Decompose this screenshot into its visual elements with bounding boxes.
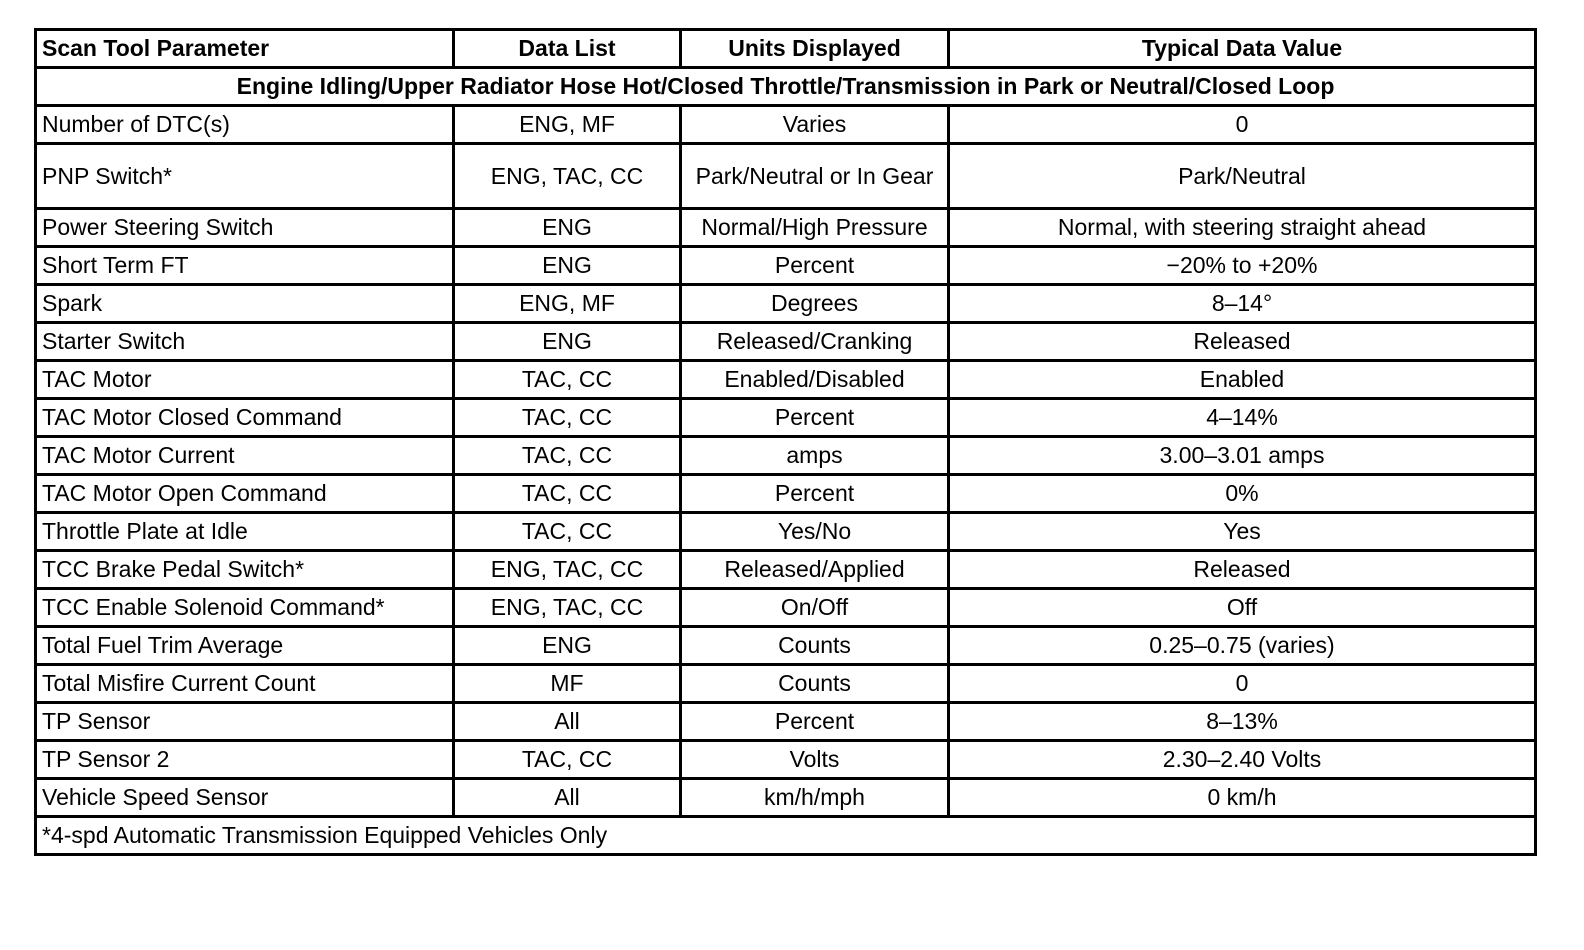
cell-typical-value: Enabled: [949, 361, 1536, 399]
cell-units: Normal/High Pressure: [681, 209, 949, 247]
cell-parameter: Total Fuel Trim Average: [36, 627, 454, 665]
cell-data-list: ENG: [454, 627, 681, 665]
table-row: [36, 437, 1536, 475]
table-row: [36, 589, 1536, 627]
table-row: [36, 361, 1536, 399]
cell-parameter: Short Term FT: [36, 247, 454, 285]
table-row: [36, 703, 1536, 741]
cell-data-list: TAC, CC: [454, 475, 681, 513]
header-scan-tool-parameter: Scan Tool Parameter: [36, 30, 454, 68]
cell-typical-value: 8–14°: [949, 285, 1536, 323]
cell-data-list: All: [454, 779, 681, 817]
cell-typical-value: Normal, with steering straight ahead: [949, 209, 1536, 247]
operating-condition: Engine Idling/Upper Radiator Hose Hot/Closed Throttle/Transmission in Park or Neutral/Closed Loop: [36, 68, 1536, 106]
cell-parameter: Spark: [36, 285, 454, 323]
cell-data-list: All: [454, 703, 681, 741]
cell-parameter: TP Sensor 2: [36, 741, 454, 779]
cell-units: amps: [681, 437, 949, 475]
cell-units: Volts: [681, 741, 949, 779]
cell-units: Yes/No: [681, 513, 949, 551]
cell-units: Counts: [681, 627, 949, 665]
table-row: [36, 247, 1536, 285]
cell-units: km/h/mph: [681, 779, 949, 817]
cell-data-list: MF: [454, 665, 681, 703]
cell-parameter: TAC Motor Open Command: [36, 475, 454, 513]
table-row: [36, 209, 1536, 247]
cell-typical-value: 0: [949, 106, 1536, 144]
cell-typical-value: 0 km/h: [949, 779, 1536, 817]
cell-typical-value: 3.00–3.01 amps: [949, 437, 1536, 475]
cell-typical-value: 8–13%: [949, 703, 1536, 741]
cell-typical-value: 0%: [949, 475, 1536, 513]
cell-data-list: TAC, CC: [454, 513, 681, 551]
cell-data-list: ENG, TAC, CC: [454, 551, 681, 589]
cell-data-list: TAC, CC: [454, 437, 681, 475]
footnote: *4-spd Automatic Transmission Equipped Vehicles Only: [36, 817, 1536, 855]
table-row: [36, 551, 1536, 589]
cell-data-list: TAC, CC: [454, 399, 681, 437]
table-row: [36, 475, 1536, 513]
header-typical-data-value: Typical Data Value: [949, 30, 1536, 68]
table-row: [36, 513, 1536, 551]
table-row: [36, 144, 1536, 209]
cell-units: Varies: [681, 106, 949, 144]
cell-typical-value: Off: [949, 589, 1536, 627]
cell-parameter: PNP Switch*: [36, 144, 454, 209]
footnote-row: [36, 817, 1536, 855]
cell-parameter: TAC Motor: [36, 361, 454, 399]
cell-data-list: TAC, CC: [454, 361, 681, 399]
table-row: [36, 323, 1536, 361]
cell-data-list: ENG, MF: [454, 285, 681, 323]
cell-units: Enabled/Disabled: [681, 361, 949, 399]
cell-units: Percent: [681, 247, 949, 285]
cell-data-list: TAC, CC: [454, 741, 681, 779]
cell-units: Park/Neutral or In Gear: [681, 144, 949, 209]
cell-units: Released/Cranking: [681, 323, 949, 361]
cell-parameter: TP Sensor: [36, 703, 454, 741]
cell-data-list: ENG, MF: [454, 106, 681, 144]
cell-data-list: ENG, TAC, CC: [454, 144, 681, 209]
cell-parameter: Starter Switch: [36, 323, 454, 361]
table-row: [36, 779, 1536, 817]
cell-parameter: Throttle Plate at Idle: [36, 513, 454, 551]
table-row: [36, 665, 1536, 703]
cell-parameter: Total Misfire Current Count: [36, 665, 454, 703]
cell-typical-value: Released: [949, 323, 1536, 361]
header-row: [36, 30, 1536, 68]
cell-typical-value: −20% to +20%: [949, 247, 1536, 285]
cell-typical-value: 2.30–2.40 Volts: [949, 741, 1536, 779]
cell-typical-value: 0.25–0.75 (varies): [949, 627, 1536, 665]
cell-parameter: TCC Enable Solenoid Command*: [36, 589, 454, 627]
cell-data-list: ENG, TAC, CC: [454, 589, 681, 627]
table-row: [36, 399, 1536, 437]
cell-units: Counts: [681, 665, 949, 703]
cell-units: Percent: [681, 475, 949, 513]
cell-typical-value: Yes: [949, 513, 1536, 551]
cell-parameter: Number of DTC(s): [36, 106, 454, 144]
table-row: [36, 741, 1536, 779]
cell-units: Released/Applied: [681, 551, 949, 589]
cell-typical-value: 4–14%: [949, 399, 1536, 437]
cell-typical-value: Park/Neutral: [949, 144, 1536, 209]
header-data-list: Data List: [454, 30, 681, 68]
cell-parameter: TAC Motor Current: [36, 437, 454, 475]
cell-units: Percent: [681, 399, 949, 437]
cell-typical-value: 0: [949, 665, 1536, 703]
cell-data-list: ENG: [454, 323, 681, 361]
cell-parameter: Vehicle Speed Sensor: [36, 779, 454, 817]
cell-parameter: Power Steering Switch: [36, 209, 454, 247]
cell-data-list: ENG: [454, 209, 681, 247]
cell-units: Percent: [681, 703, 949, 741]
table-row: [36, 106, 1536, 144]
table-row: [36, 285, 1536, 323]
cell-typical-value: Released: [949, 551, 1536, 589]
cell-units: On/Off: [681, 589, 949, 627]
table-row: [36, 627, 1536, 665]
scan-tool-data-sheet: [34, 28, 1534, 856]
scan-tool-data-table: [34, 28, 1537, 856]
cell-parameter: TCC Brake Pedal Switch*: [36, 551, 454, 589]
cell-parameter: TAC Motor Closed Command: [36, 399, 454, 437]
cell-data-list: ENG: [454, 247, 681, 285]
header-units-displayed: Units Displayed: [681, 30, 949, 68]
cell-units: Degrees: [681, 285, 949, 323]
operating-condition-row: [36, 68, 1536, 106]
